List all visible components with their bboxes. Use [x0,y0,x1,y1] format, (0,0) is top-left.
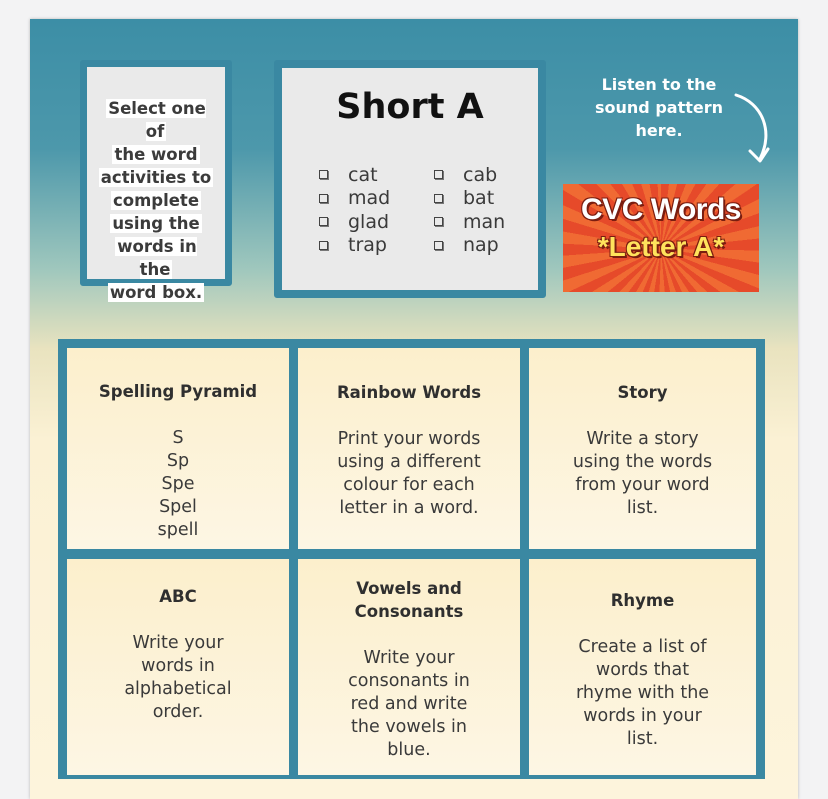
activity-line: S [172,428,184,448]
activity-title-line: Vowels and [356,579,462,598]
activity-line: list. [626,498,659,518]
activity-line: Write your [132,633,224,653]
activity-body [298,647,520,762]
instructions-line: word box. [109,283,203,302]
activity-line: using a different [337,452,481,472]
activity-grid [58,339,765,779]
checkbox-icon[interactable] [434,194,443,203]
listen-line: here. [635,121,683,140]
instructions-line: complete [112,191,200,210]
activity-story [529,348,756,549]
activity-line: words that [595,660,690,680]
activity-line: spell [157,520,199,540]
activity-line: from your word [575,475,710,495]
activity-line: Write a story [586,429,699,449]
listen-line: Listen to the [601,75,717,94]
checkbox-icon[interactable] [319,217,328,226]
activity-body [298,428,520,520]
activity-spelling-pyramid [67,348,289,549]
activity-line: consonants in [348,671,470,691]
instructions-line: Select one of [108,99,206,141]
word-item [319,234,390,258]
word-box-title: Short A [336,87,484,127]
activity-line: red and write [350,694,468,714]
activity-rhyme [529,559,756,775]
word-label: cat [348,163,378,186]
word-item [319,210,390,234]
listen-line: sound pattern [595,98,723,117]
word-label: mad [348,187,391,210]
activity-line: using the words [572,452,713,472]
word-item [434,163,505,187]
instructions-text [96,97,216,304]
activity-line: Write your [363,648,455,668]
instructions-line: the word [114,145,198,164]
activity-abc [67,559,289,775]
checkbox-icon[interactable] [319,241,328,250]
activity-title: Spelling Pyramid [98,382,258,401]
activity-title: Rainbow Words [336,383,482,402]
checkbox-icon[interactable] [434,217,443,226]
checkbox-icon[interactable] [319,170,328,179]
word-label: glad [348,210,390,233]
activity-line: Create a list of [578,637,707,657]
activity-vowels-consonants [298,559,520,775]
word-item [434,234,505,258]
activity-body [529,428,756,520]
activity-line: colour for each [343,475,475,495]
activity-line: alphabetical [124,679,232,699]
activity-title-line: Consonants [354,602,464,621]
banner-subtitle: *Letter A* [597,231,725,262]
banner-title: CVC Words [581,193,741,226]
activity-line: words in your [583,706,702,726]
checkbox-icon[interactable] [434,241,443,250]
activity-line: order. [152,702,204,722]
worksheet-page [30,19,798,799]
activity-line: Sp [166,451,190,471]
word-item [434,187,505,211]
word-item [319,163,390,187]
word-label: trap [348,234,387,257]
activity-line: Print your words [337,429,481,449]
checkbox-icon[interactable] [319,194,328,203]
word-item [434,210,505,234]
instructions-line: using the [112,214,200,233]
activity-title: ABC [159,587,197,606]
activity-line: letter in a word. [339,498,479,518]
activity-line: Spel [159,497,197,517]
activity-body [529,636,756,751]
activity-body [67,632,289,724]
cvc-words-video-banner[interactable] [563,184,759,292]
activity-title [298,577,520,623]
activity-line: blue. [387,740,431,760]
checkbox-icon[interactable] [434,170,443,179]
activity-line: Spe [161,474,195,494]
activity-line: rhyme with the [575,683,710,703]
word-label: bat [463,187,495,210]
word-list-column-2 [434,163,505,257]
word-label: nap [463,234,499,257]
word-item [319,187,390,211]
activity-rainbow-words [298,348,520,549]
activity-line: the vowels in [351,717,467,737]
instructions-box [80,60,232,302]
activity-title: Story [617,383,668,402]
word-list-column-1 [319,163,390,257]
activity-body [67,427,289,542]
activity-line: words in [141,656,215,676]
activity-line: list. [626,729,659,749]
activity-title: Rhyme [610,591,675,610]
instructions-line: words in the [117,237,197,279]
word-label: man [463,210,506,233]
word-box [274,60,546,298]
word-label: cab [463,163,498,186]
listen-text [586,73,732,142]
instructions-line: activities to [100,168,212,187]
curved-arrow-icon [722,89,774,169]
